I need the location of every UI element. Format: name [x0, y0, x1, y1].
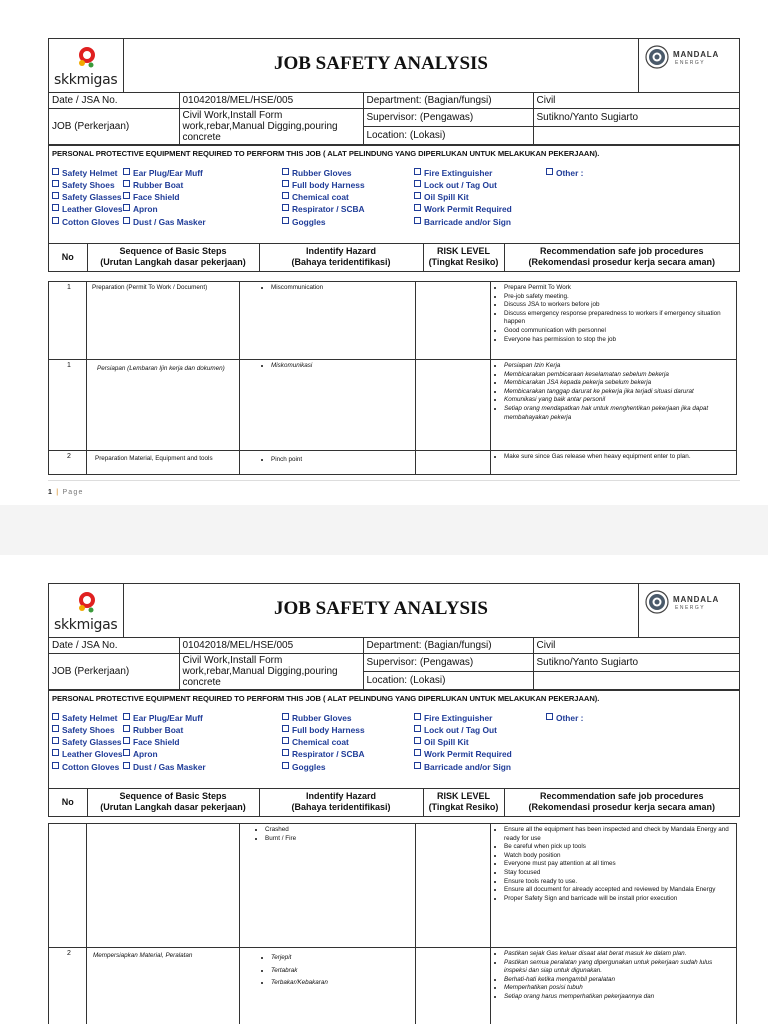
- department-value: Civil: [533, 93, 739, 108]
- ppe-item[interactable]: Fire Extinguisher: [414, 167, 512, 179]
- ppe-item[interactable]: Safety Glasses: [52, 736, 123, 748]
- recommendation-item: • Setiap orang harus memperhatikan pekerjaannya dan: [504, 993, 733, 1002]
- recommendation-cell: [491, 282, 737, 360]
- ppe-item[interactable]: Rubber Boat: [123, 724, 206, 736]
- ppe-item[interactable]: Apron: [123, 748, 206, 760]
- hazard-item: • Tertabrak: [271, 965, 412, 978]
- table-row: [49, 360, 737, 451]
- ppe-item[interactable]: Face Shield: [123, 736, 206, 748]
- jsa-header: [48, 38, 740, 272]
- col-header-hazard: Indentify Hazard (Bahaya teridentifikasi): [259, 788, 423, 816]
- checkbox-icon: [282, 204, 289, 211]
- ppe-item[interactable]: Cotton Gloves: [52, 761, 123, 773]
- recommendation-item: • Good communication with personnel: [504, 327, 733, 336]
- risk-cell: [416, 948, 491, 1024]
- recommendation-item: • Membicarakan tanggap darurat ke pekerja jika terjadi situasi darurat: [504, 388, 733, 397]
- step-number: 2: [49, 948, 87, 1024]
- step-description: [87, 824, 240, 948]
- checkbox-icon: [123, 725, 130, 732]
- mandala-logo: [638, 39, 739, 92]
- recommendation-cell: [491, 360, 737, 451]
- checkbox-icon: [282, 725, 289, 732]
- recommendation-cell: [491, 451, 737, 475]
- ppe-column-2: [123, 167, 206, 228]
- risk-cell: [416, 451, 491, 475]
- ppe-item[interactable]: Lock out / Tag Out: [414, 724, 512, 736]
- ppe-title: PERSONAL PROTECTIVE EQUIPMENT REQUIRED TO PERFORM THIS JOB ( ALAT PELINDUNG YANG DIPERLUKAN UNTUK MELAKUKAN PEKERJAAN).: [52, 148, 600, 158]
- location-value: [533, 671, 739, 689]
- steps-table: [48, 823, 737, 1024]
- checkbox-icon: [282, 762, 289, 769]
- col-header-no: No: [49, 788, 87, 816]
- checkbox-icon: [546, 713, 553, 720]
- checkbox-icon: [123, 192, 130, 199]
- ppe-item[interactable]: Lock out / Tag Out: [414, 179, 512, 191]
- ppe-item[interactable]: Goggles: [282, 761, 365, 773]
- date-label: Date / JSA No.: [49, 93, 179, 108]
- ppe-column-4: [414, 167, 512, 228]
- checkbox-icon: [282, 192, 289, 199]
- skkmigas-logo-icon: [77, 47, 97, 71]
- ppe-item[interactable]: Work Permit Required: [414, 203, 512, 215]
- ppe-item[interactable]: Barricade and/or Sign: [414, 761, 512, 773]
- hazard-item: • Crashed: [265, 826, 412, 835]
- document-page-2: [0, 555, 768, 1024]
- logo-text: skkmigas: [54, 617, 118, 633]
- step-description: Preparation Material, Equipment and tools: [87, 451, 240, 475]
- mandala-emblem-icon: [645, 45, 669, 69]
- table-row: [49, 824, 737, 948]
- supervisor-label: Supervisor: (Pengawas): [363, 653, 533, 671]
- mandala-emblem-icon: [645, 590, 669, 614]
- hazard-cell: [240, 282, 416, 360]
- recommendation-item: • Stay focused: [504, 869, 733, 878]
- ppe-item[interactable]: Dust / Gas Masker: [123, 216, 206, 228]
- hazard-cell: [240, 360, 416, 451]
- mandala-logo: [638, 584, 739, 637]
- recommendation-item: • Watch body position: [504, 852, 733, 861]
- date-value: 01042018/MEL/HSE/005: [179, 93, 363, 108]
- recommendation-item: • Everyone has permission to stop the job: [504, 336, 733, 345]
- ppe-item[interactable]: Safety Shoes: [52, 724, 123, 736]
- job-value: Civil Work,Install Form work,rebar,Manual Digging,pouring concrete: [179, 653, 363, 689]
- recommendation-item: • Memperhatikan posisi tubuh: [504, 984, 733, 993]
- logo-text: skkmigas: [54, 72, 118, 88]
- checkbox-icon: [282, 713, 289, 720]
- ppe-item[interactable]: Other :: [546, 712, 583, 724]
- ppe-column-3: [282, 712, 365, 773]
- ppe-title: PERSONAL PROTECTIVE EQUIPMENT REQUIRED TO PERFORM THIS JOB ( ALAT PELINDUNG YANG DIPERLUKAN UNTUK MELAKUKAN PEKERJAAN).: [52, 693, 600, 703]
- ppe-item[interactable]: Face Shield: [123, 191, 206, 203]
- table-row: [49, 948, 737, 1024]
- checkbox-icon: [52, 217, 59, 224]
- hazard-cell: [240, 824, 416, 948]
- step-number: 1: [49, 282, 87, 360]
- checkbox-icon: [414, 180, 421, 187]
- ppe-column-4: [414, 712, 512, 773]
- ppe-item[interactable]: Safety Helmet: [52, 712, 123, 724]
- ppe-column-5: [546, 167, 583, 179]
- ppe-column-1: [52, 167, 123, 228]
- footer-divider: [48, 480, 740, 481]
- hazard-item: • Terjepit: [271, 952, 412, 965]
- ppe-item[interactable]: Full body Harness: [282, 724, 365, 736]
- ppe-section: [49, 145, 739, 243]
- recommendation-item: • Pastikan sejak Gas keluar disaat alat berat masuk ke dalam plan.: [504, 950, 733, 959]
- checkbox-icon: [282, 217, 289, 224]
- checkbox-icon: [52, 725, 59, 732]
- col-header-risk: RISK LEVEL (Tingkat Resiko): [423, 788, 504, 816]
- checkbox-icon: [282, 737, 289, 744]
- hazard-item: • Miscommunication: [271, 284, 412, 293]
- ppe-item[interactable]: Full body Harness: [282, 179, 365, 191]
- checkbox-icon: [123, 737, 130, 744]
- ppe-item[interactable]: Leather Gloves: [52, 203, 123, 215]
- skkmigas-logo-icon: [77, 592, 97, 616]
- col-header-no: No: [49, 243, 87, 271]
- checkbox-icon: [414, 737, 421, 744]
- ppe-item[interactable]: Rubber Gloves: [282, 712, 365, 724]
- info-table: [49, 93, 739, 145]
- department-label: Department: (Bagian/fungsi): [363, 638, 533, 653]
- recommendation-item: • Be careful when pick up tools: [504, 843, 733, 852]
- col-header-steps: Sequence of Basic Steps (Urutan Langkah dasar pekerjaan): [87, 243, 259, 271]
- checkbox-icon: [123, 217, 130, 224]
- page-title: JOB SAFETY ANALYSIS: [273, 598, 488, 619]
- checkbox-icon: [123, 168, 130, 175]
- ppe-item[interactable]: Cotton Gloves: [52, 216, 123, 228]
- checkbox-icon: [282, 168, 289, 175]
- ppe-item[interactable]: Safety Helmet: [52, 167, 123, 179]
- col-header-risk: RISK LEVEL (Tingkat Resiko): [423, 243, 504, 271]
- table-row: [49, 451, 737, 475]
- ppe-item[interactable]: Safety Shoes: [52, 179, 123, 191]
- page-title: JOB SAFETY ANALYSIS: [273, 53, 488, 74]
- page-footer: 1 | Page: [48, 489, 84, 496]
- column-header-table: [49, 788, 739, 816]
- location-value: [533, 126, 739, 144]
- step-description: Preparation (Permit To Work / Document): [87, 282, 240, 360]
- hazard-cell: [240, 948, 416, 1024]
- hazard-item: • Terbakar/Kebakaran: [271, 977, 412, 990]
- ppe-item[interactable]: Ear Plug/Ear Muff: [123, 712, 206, 724]
- recommendation-item: • Persiapan Izin Kerja: [504, 362, 733, 371]
- ppe-item[interactable]: Other :: [546, 167, 583, 179]
- brand-sub: ENERGY: [675, 605, 706, 611]
- ppe-item[interactable]: Apron: [123, 203, 206, 215]
- document-page-1: [0, 0, 768, 505]
- hazard-item: • Burnt / Fire: [265, 835, 412, 844]
- checkbox-icon: [282, 749, 289, 756]
- ppe-item[interactable]: Leather Gloves: [52, 748, 123, 760]
- col-header-hazard: Indentify Hazard (Bahaya teridentifikasi): [259, 243, 423, 271]
- risk-cell: [416, 282, 491, 360]
- supervisor-value: Sutikno/Yanto Sugiarto: [533, 108, 739, 126]
- recommendation-item: • Discuss emergency response preparedness to workers if emergency situation happen: [504, 310, 733, 327]
- recommendation-item: • Make sure since Gas release when heavy equipment enter to plan.: [504, 453, 733, 462]
- brand-name: MANDALA: [673, 50, 720, 59]
- checkbox-icon: [52, 713, 59, 720]
- recommendation-item: • Setiap orang mendapatkan hak untuk menghentikan pekerjaan jika dapat membahayakan pekerja: [504, 405, 733, 422]
- location-label: Location: (Lokasi): [363, 671, 533, 689]
- col-header-recommendation: Recommendation safe job procedures (Rekomendasi prosedur kerja secara aman): [504, 788, 739, 816]
- risk-cell: [416, 360, 491, 451]
- checkbox-icon: [414, 192, 421, 199]
- col-header-recommendation: Recommendation safe job procedures (Rekomendasi prosedur kerja secara aman): [504, 243, 739, 271]
- recommendation-cell: [491, 824, 737, 948]
- step-description: Persiapan (Lembaran Ijin kerja dan dokumen): [87, 360, 240, 451]
- checkbox-icon: [414, 217, 421, 224]
- ppe-item[interactable]: Respirator / SCBA: [282, 203, 365, 215]
- col-header-steps: Sequence of Basic Steps (Urutan Langkah dasar pekerjaan): [87, 788, 259, 816]
- ppe-section: [49, 690, 739, 788]
- ppe-item[interactable]: Dust / Gas Masker: [123, 761, 206, 773]
- ppe-column-3: [282, 167, 365, 228]
- step-description: Mempersiapkan Material, Peralatan: [87, 948, 240, 1024]
- recommendation-item: • Everyone must pay attention at all times: [504, 860, 733, 869]
- checkbox-icon: [52, 180, 59, 187]
- step-number: [49, 824, 87, 948]
- ppe-column-1: [52, 712, 123, 773]
- risk-cell: [416, 824, 491, 948]
- recommendation-item: • Membicarakan pembicaraan keselamatan sebelum bekerja: [504, 371, 733, 380]
- recommendation-item: • Proper Safety Sign and barricade will be install prior execution: [504, 895, 733, 904]
- recommendation-item: • Prepare Permit To Work: [504, 284, 733, 293]
- ppe-item[interactable]: Safety Glasses: [52, 191, 123, 203]
- step-number: 2: [49, 451, 87, 475]
- job-label: JOB (Perkerjaan): [49, 653, 179, 689]
- column-header-table: [49, 243, 739, 271]
- step-number: 1: [49, 360, 87, 451]
- hazard-item: • Miskomunikasi: [271, 362, 412, 371]
- recommendation-item: • Membicarakan JSA kepada pekerja sebelum bekerja: [504, 379, 733, 388]
- job-label: JOB (Perkerjaan): [49, 108, 179, 144]
- checkbox-icon: [52, 192, 59, 199]
- skkmigas-logo: [49, 584, 124, 637]
- ppe-item[interactable]: Goggles: [282, 216, 365, 228]
- ppe-column-2: [123, 712, 206, 773]
- checkbox-icon: [414, 168, 421, 175]
- ppe-item[interactable]: Work Permit Required: [414, 748, 512, 760]
- recommendation-item: • Ensure all the equipment has been inspected and check by Mandala Energy and ready for use: [504, 826, 733, 843]
- checkbox-icon: [123, 180, 130, 187]
- ppe-item[interactable]: Chemical coat: [282, 191, 365, 203]
- checkbox-icon: [414, 725, 421, 732]
- ppe-item[interactable]: Barricade and/or Sign: [414, 216, 512, 228]
- ppe-item[interactable]: Ear Plug/Ear Muff: [123, 167, 206, 179]
- ppe-item[interactable]: Rubber Boat: [123, 179, 206, 191]
- checkbox-icon: [414, 204, 421, 211]
- date-value: 01042018/MEL/HSE/005: [179, 638, 363, 653]
- checkbox-icon: [123, 749, 130, 756]
- department-label: Department: (Bagian/fungsi): [363, 93, 533, 108]
- brand-name: MANDALA: [673, 595, 720, 604]
- checkbox-icon: [123, 713, 130, 720]
- steps-table: [48, 281, 737, 475]
- recommendation-item: • Ensure tools ready to use.: [504, 878, 733, 887]
- recommendation-item: • Berhati-hati ketika mengambil peralatan: [504, 976, 733, 985]
- checkbox-icon: [52, 762, 59, 769]
- checkbox-icon: [123, 204, 130, 211]
- date-label: Date / JSA No.: [49, 638, 179, 653]
- recommendation-item: • Ensure all document for already accepted and reviewed by Mandala Energy: [504, 886, 733, 895]
- checkbox-icon: [52, 737, 59, 744]
- hazard-cell: [240, 451, 416, 475]
- department-value: Civil: [533, 638, 739, 653]
- ppe-item[interactable]: Respirator / SCBA: [282, 748, 365, 760]
- recommendation-item: • Pre-job safety meeting.: [504, 293, 733, 302]
- location-label: Location: (Lokasi): [363, 126, 533, 144]
- checkbox-icon: [52, 204, 59, 211]
- recommendation-cell: [491, 948, 737, 1024]
- table-row: [49, 282, 737, 360]
- ppe-item[interactable]: Oil Spill Kit: [414, 736, 512, 748]
- recommendation-item: • Discuss JSA to workers before job: [504, 301, 733, 310]
- checkbox-icon: [123, 762, 130, 769]
- skkmigas-logo: [49, 39, 124, 92]
- ppe-item[interactable]: Oil Spill Kit: [414, 191, 512, 203]
- ppe-column-5: [546, 712, 583, 724]
- jsa-header: [48, 583, 740, 817]
- checkbox-icon: [52, 168, 59, 175]
- recommendation-item: • Komunikasi yang baik antar personil: [504, 396, 733, 405]
- ppe-item[interactable]: Fire Extinguisher: [414, 712, 512, 724]
- checkbox-icon: [546, 168, 553, 175]
- checkbox-icon: [282, 180, 289, 187]
- supervisor-label: Supervisor: (Pengawas): [363, 108, 533, 126]
- brand-sub: ENERGY: [675, 60, 706, 66]
- checkbox-icon: [414, 749, 421, 756]
- checkbox-icon: [414, 762, 421, 769]
- supervisor-value: Sutikno/Yanto Sugiarto: [533, 653, 739, 671]
- ppe-item[interactable]: Chemical coat: [282, 736, 365, 748]
- checkbox-icon: [52, 749, 59, 756]
- info-table: [49, 638, 739, 690]
- recommendation-item: • Pastikan semua peralatan yang dipergunakan untuk pekerjaan sudah lulus inspeksi dan siap untuk digunakan.: [504, 959, 733, 976]
- job-value: Civil Work,Install Form work,rebar,Manual Digging,pouring concrete: [179, 108, 363, 144]
- ppe-item[interactable]: Rubber Gloves: [282, 167, 365, 179]
- hazard-item: • Pinch point: [271, 456, 412, 465]
- checkbox-icon: [414, 713, 421, 720]
